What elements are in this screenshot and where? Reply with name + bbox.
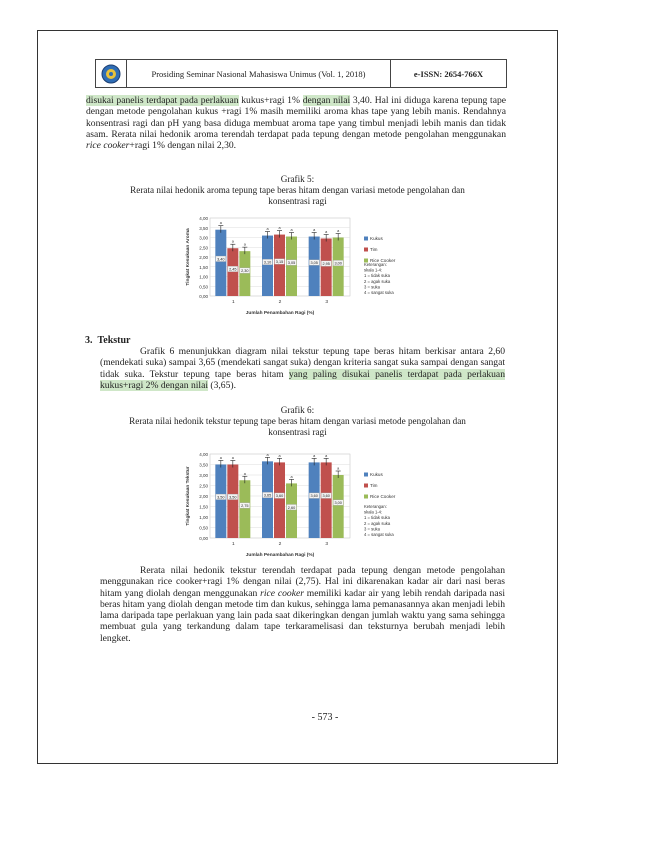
significance-label: a: [266, 227, 269, 232]
highlight-text: kukus+ragi 2%: [100, 379, 161, 391]
legend-note: Keterangan:: [364, 262, 387, 267]
bar-tim: [274, 462, 285, 538]
data-label: 2,30: [241, 269, 249, 274]
legend-label: Rice Cooker: [370, 494, 396, 499]
bar-tim: [321, 462, 332, 538]
y-tick-label: 1,50: [199, 504, 208, 510]
legend-note: 4 = sangat suka: [364, 532, 394, 537]
y-tick-label: 2,00: [199, 255, 208, 260]
significance-label: a: [243, 242, 246, 247]
legend-note: 2 = agak suka: [364, 520, 391, 526]
y-tick-label: 2,00: [199, 494, 208, 499]
significance-label: a: [219, 456, 222, 460]
significance-label: a: [219, 221, 222, 226]
figure6-label: Grafik 6:: [280, 405, 315, 415]
data-label: 2,45: [229, 267, 237, 272]
significance-label: a: [243, 471, 246, 476]
legend-swatch: [364, 484, 368, 488]
section-title: Tekstur: [97, 335, 131, 346]
x-tick-label: 1: [231, 542, 235, 547]
highlight-text: dengan nilai: [160, 379, 208, 391]
data-label: 3,65: [263, 493, 272, 498]
section-heading: [85, 335, 130, 346]
text-span: kukus+ragi 1%: [238, 95, 303, 106]
bar-kukus: [309, 462, 320, 538]
data-label: 3,60: [322, 494, 330, 499]
data-label: 3,10: [263, 260, 272, 265]
legend-swatch: [364, 473, 368, 477]
paragraph-tekstur: [100, 346, 505, 391]
bar-rice-cooker: [333, 475, 344, 538]
bar-kukus: [262, 236, 273, 296]
significance-label: a: [337, 229, 340, 233]
y-tick-label: 0,50: [199, 525, 208, 531]
highlight-text: dengan nilai: [302, 95, 351, 106]
italic-text: rice cooker: [86, 140, 130, 152]
data-label: 3,15: [275, 260, 284, 265]
legend-label: Kukus: [370, 472, 383, 477]
bar-tim: [274, 235, 285, 296]
y-tick-label: 4,00: [199, 216, 208, 221]
data-label: 3,00: [334, 261, 342, 266]
legend-note: 3 = suka: [364, 284, 380, 290]
y-tick-label: 3,00: [199, 235, 208, 241]
significance-label: a: [325, 453, 328, 458]
y-tick-label: 0,50: [199, 284, 208, 290]
bar-kukus: [309, 237, 320, 296]
legend-note: 4 = sangat suka: [364, 290, 394, 295]
significance-label: a: [278, 453, 281, 458]
legend-label: Tim: [370, 483, 378, 488]
university-logo: [96, 60, 127, 87]
legend-label: Kukus: [370, 236, 383, 241]
text-span: Grafik 6 menunjukkan diagram nilai tekstur tepung tape beras hitam berkisar antara 2,60 (mendekati suka) sampai 3,65 (mendekati sangat suka) dengan kriteria sangat suka sampai dengan sangat tidak suka. Tekstur tepung tape beras hitam: [100, 346, 505, 380]
x-axis-label: Jumlah Penambahan Ragi (%): [245, 553, 315, 558]
highlight-text: yang paling disukai panelis terdapat pada perlakuan: [288, 368, 505, 380]
data-label: 3,00: [334, 501, 342, 506]
section-number: 3.: [85, 335, 93, 346]
legend-note: 1 = tidak suka: [364, 515, 390, 521]
significance-label: a: [325, 229, 328, 234]
x-axis-label: Jumlah Penambahan Ragi (%): [245, 311, 315, 316]
paragraph-aroma: [86, 95, 506, 151]
bar-tim: [321, 238, 332, 296]
bar-rice-cooker: [286, 237, 297, 296]
text-span: Rerata nilai hedonik tekstur terendah terdapat pada tepung dengan metode pengolahan menggunakan rice cooker+ragi 1% dengan nilai (2,75). Hal ini dikarenakan kadar air dari nasi beras hitam yang diolah dengan menggunakan: [100, 565, 505, 599]
legend-note: skala 1-4:: [364, 509, 383, 515]
significance-label: a: [290, 228, 293, 233]
bar-rice-cooker: [239, 251, 250, 296]
journal-title: Prosiding Seminar Nasional Mahasiswa Unimus (Vol. 1, 2018): [127, 60, 391, 87]
legend-label: Tim: [370, 247, 378, 252]
page-number: - 573 -: [311, 712, 339, 723]
legend-note: skala 1-4:: [364, 267, 383, 273]
figure5-label: Grafik 5:: [280, 174, 315, 184]
bar-kukus: [215, 230, 226, 296]
bar-kukus: [262, 461, 273, 538]
x-tick-label: 3: [325, 300, 329, 305]
legend-label: Rice Cooker: [370, 258, 396, 263]
journal-header: [95, 59, 507, 88]
x-tick-label: 3: [325, 542, 329, 547]
significance-label: a: [337, 466, 340, 471]
paragraph-tekstur-2: [100, 565, 505, 644]
text-span: memiliki kadar air yang lebih rendah daripada nasi beras hitam yang diolah dengan metode tim dan kukus, sehingga lama pemanasannya akan menjadi lebih lama daripada tape perlakuan yang lain pada saat dikeringkan dengan jumlah waktu yang sama sehingga membuat gula yang terkandung dalam tape terkaramelisasi dan teksturnya berubah menjadi lebih lengket.: [100, 587, 505, 644]
significance-label: a: [266, 452, 269, 457]
chart-tekstur: [182, 448, 418, 560]
bar-rice-cooker: [286, 483, 297, 538]
bar-rice-cooker: [239, 480, 250, 538]
figure5-title: Rerata nilai hedonik aroma tepung tape beras hitam dengan variasi metode pengolahan dan konsentrasi ragi: [130, 185, 465, 206]
figure5-caption: [110, 174, 485, 207]
journal-issn: e-ISSN: 2654-766X: [413, 68, 484, 79]
y-axis-label: Tingkat Kesukaan Tekstur: [186, 466, 191, 526]
data-label: 2,75: [241, 504, 249, 509]
bar-tim: [227, 248, 238, 296]
chart-aroma: [182, 212, 418, 318]
data-label: 3,40: [217, 257, 225, 262]
y-axis-label: Tingkat Kesukaan Aroma: [186, 228, 191, 286]
italic-text: rice cooker: [260, 587, 304, 599]
figure6-caption: [110, 405, 485, 438]
significance-label: a: [290, 474, 293, 479]
text-span: (3,65).: [208, 379, 236, 391]
significance-label: a: [231, 239, 234, 244]
data-label: 3,50: [229, 495, 237, 500]
x-tick-label: 2: [278, 300, 282, 305]
data-label: 3,05: [310, 261, 318, 266]
data-label: 3,05: [287, 261, 296, 266]
significance-label: a: [231, 456, 234, 460]
x-tick-label: 2: [278, 542, 282, 547]
y-tick-label: 1,00: [199, 515, 208, 520]
y-tick-label: 0,00: [199, 536, 208, 541]
data-label: 3,50: [217, 495, 225, 500]
legend-swatch: [364, 248, 368, 252]
data-label: 2,95: [322, 262, 330, 267]
significance-label: a: [313, 453, 316, 458]
y-tick-label: 1,00: [199, 274, 208, 280]
y-tick-label: 2,50: [199, 245, 208, 251]
y-tick-label: 0,00: [199, 294, 208, 299]
legend-note: Keterangan:: [364, 504, 387, 509]
legend-swatch: [364, 237, 368, 241]
y-tick-label: 2,50: [199, 483, 208, 489]
data-label: 2,60: [287, 505, 296, 510]
significance-label: a: [313, 228, 316, 233]
text-span: +ragi 1% dengan nilai 2,30.: [129, 140, 237, 152]
legend-note: 1 = tidak suka: [364, 273, 390, 279]
text-span: 3,40. Hal ini diduga karena tepung tape dengan metode pengolahan kukus +ragi 1% masih memiliki aroma khas tape yang lebih manis. Rendahnya konsentrasi ragi dan pH yang basa diduga membuat aroma tape yang timbul menjadi lebih manis dan tidak asam. Rerata nilai hedonik aroma terendah terdapat pada tepung dengan metode pengolahan menggunakan: [86, 95, 507, 140]
data-label: 3,60: [275, 494, 284, 499]
y-tick-label: 1,50: [199, 264, 208, 270]
bar-tim: [227, 465, 238, 539]
y-tick-label: 3,50: [199, 462, 208, 468]
y-tick-label: 3,50: [199, 225, 208, 231]
legend-note: 2 = agak suka: [364, 278, 391, 284]
y-tick-label: 3,00: [199, 473, 208, 478]
legend-note: 3 = suka: [364, 526, 380, 532]
figure6-title: Rerata nilai hedonik tekstur tepung tape beras hitam dengan variasi metode pengolahan dan konsentrasi ragi: [129, 416, 466, 437]
x-tick-label: 1: [231, 300, 235, 305]
bar-kukus: [215, 465, 226, 539]
bar-rice-cooker: [333, 238, 344, 297]
legend-swatch: [364, 495, 368, 499]
significance-label: a: [278, 226, 281, 231]
data-label: 3,60: [310, 494, 318, 499]
highlight-text: disukai panelis terdapat pada perlakuan: [86, 95, 239, 106]
y-tick-label: 4,00: [199, 452, 208, 457]
